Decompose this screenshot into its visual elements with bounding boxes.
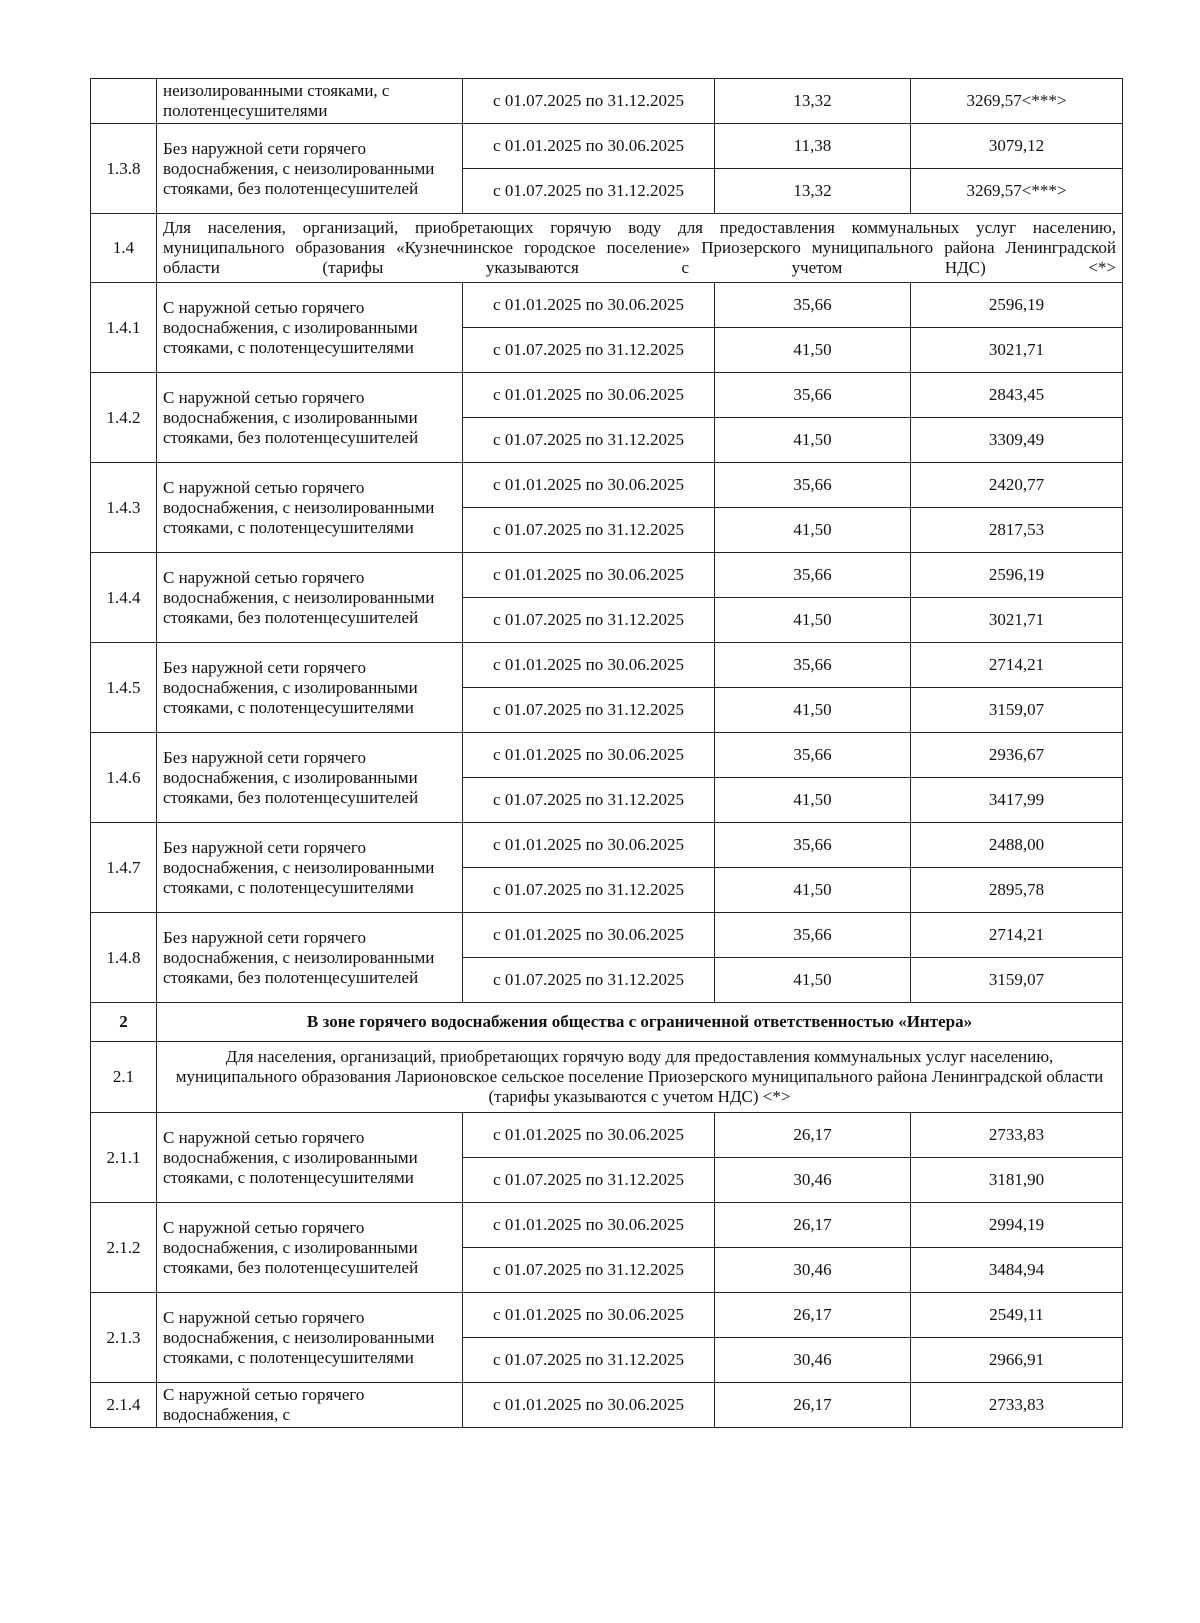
item-description: С наружной сетью горячего водоснабжения, с неизолированными стояками, с полотенцесушителями [157, 463, 463, 553]
rate-cell: 35,66 [715, 553, 911, 598]
period-cell: с 01.07.2025 по 31.12.2025 [463, 418, 715, 463]
period-cell: с 01.07.2025 по 31.12.2025 [463, 688, 715, 733]
table-row [91, 823, 1123, 868]
rate-cell: 41,50 [715, 958, 911, 1003]
item-number: 1.4.4 [91, 553, 157, 643]
item-description: С наружной сетью горячего водоснабжения, с неизолированными стояками, без полотенцесушителей [157, 553, 463, 643]
item-description: Без наружной сети горячего водоснабжения, с изолированными стояками, без полотенцесушителей [157, 733, 463, 823]
period-cell: с 01.01.2025 по 30.06.2025 [463, 1293, 715, 1338]
price-cell: 2895,78 [911, 868, 1123, 913]
rate-cell: 35,66 [715, 463, 911, 508]
rate-cell: 30,46 [715, 1338, 911, 1383]
rate-cell: 11,38 [715, 124, 911, 169]
section-row [91, 214, 1123, 283]
price-cell: 2714,21 [911, 643, 1123, 688]
item-description: Без наружной сети горячего водоснабжения, с неизолированными стояками, без полотенцесушителей [157, 124, 463, 214]
price-cell: 2994,19 [911, 1203, 1123, 1248]
section-number: 2.1 [91, 1042, 157, 1113]
price-cell: 2596,19 [911, 283, 1123, 328]
period-cell: с 01.07.2025 по 31.12.2025 [463, 508, 715, 553]
price-cell: 2936,67 [911, 733, 1123, 778]
section-heading: Для населения, организаций, приобретающих горячую воду для предоставления коммунальных услуг населению, муниципального образования «Кузнечнинское городское поселение» Приозерского муниципального района Ленинградской области (тарифы указываются с учетом НДС) <*> [157, 214, 1123, 283]
item-description: Без наружной сети горячего водоснабжения, с изолированными стояками, с полотенцесушителями [157, 643, 463, 733]
price-cell: 2843,45 [911, 373, 1123, 418]
item-description: Без наружной сети горячего водоснабжения, с неизолированными стояками, без полотенцесушителей [157, 913, 463, 1003]
period-cell: с 01.07.2025 по 31.12.2025 [463, 1338, 715, 1383]
period-cell: с 01.01.2025 по 30.06.2025 [463, 823, 715, 868]
section-number: 2 [91, 1003, 157, 1042]
table-row [91, 1293, 1123, 1338]
item-number: 2.1.4 [91, 1383, 157, 1428]
period-cell: с 01.01.2025 по 30.06.2025 [463, 463, 715, 508]
rate-cell: 41,50 [715, 328, 911, 373]
rate-cell: 35,66 [715, 823, 911, 868]
item-number: 1.4.8 [91, 913, 157, 1003]
item-number: 1.4.6 [91, 733, 157, 823]
period-cell: с 01.01.2025 по 30.06.2025 [463, 124, 715, 169]
item-number [91, 79, 157, 124]
rate-cell: 26,17 [715, 1383, 911, 1428]
rate-cell: 26,17 [715, 1293, 911, 1338]
rate-cell: 13,32 [715, 169, 911, 214]
item-description: С наружной сетью горячего водоснабжения, с изолированными стояками, с полотенцесушителями [157, 283, 463, 373]
rate-cell: 35,66 [715, 373, 911, 418]
period-cell: с 01.07.2025 по 31.12.2025 [463, 868, 715, 913]
price-cell: 2966,91 [911, 1338, 1123, 1383]
price-cell: 2714,21 [911, 913, 1123, 958]
price-cell: 3309,49 [911, 418, 1123, 463]
item-number: 1.3.8 [91, 124, 157, 214]
period-cell: с 01.01.2025 по 30.06.2025 [463, 553, 715, 598]
table-row [91, 733, 1123, 778]
item-description: Без наружной сети горячего водоснабжения, с неизолированными стояками, с полотенцесушителями [157, 823, 463, 913]
rate-cell: 35,66 [715, 643, 911, 688]
price-cell: 2733,83 [911, 1113, 1123, 1158]
rate-cell: 26,17 [715, 1203, 911, 1248]
rate-cell: 41,50 [715, 508, 911, 553]
item-description: С наружной сетью горячего водоснабжения, с изолированными стояками, с полотенцесушителями [157, 1113, 463, 1203]
tariff-document [90, 78, 1122, 1428]
period-cell: с 01.01.2025 по 30.06.2025 [463, 283, 715, 328]
section-heading: Для населения, организаций, приобретающих горячую воду для предоставления коммунальных услуг населению, муниципального образования Ларионовское сельское поселение Приозерского муниципального района Ленинградской области (тарифы указываются с учетом НДС) <*> [157, 1042, 1123, 1113]
item-number: 1.4.5 [91, 643, 157, 733]
item-number: 1.4.3 [91, 463, 157, 553]
price-cell: 2733,83 [911, 1383, 1123, 1428]
price-cell: 2420,77 [911, 463, 1123, 508]
period-cell: с 01.07.2025 по 31.12.2025 [463, 598, 715, 643]
item-number: 2.1.1 [91, 1113, 157, 1203]
price-cell: 3181,90 [911, 1158, 1123, 1203]
price-cell: 3159,07 [911, 688, 1123, 733]
period-cell: с 01.07.2025 по 31.12.2025 [463, 169, 715, 214]
period-cell: с 01.01.2025 по 30.06.2025 [463, 373, 715, 418]
price-cell: 2596,19 [911, 553, 1123, 598]
period-cell: с 01.07.2025 по 31.12.2025 [463, 958, 715, 1003]
period-cell: с 01.01.2025 по 30.06.2025 [463, 643, 715, 688]
price-cell: 3021,71 [911, 598, 1123, 643]
rate-cell: 35,66 [715, 733, 911, 778]
period-cell: с 01.01.2025 по 30.06.2025 [463, 1203, 715, 1248]
period-cell: с 01.01.2025 по 30.06.2025 [463, 913, 715, 958]
table-row [91, 1113, 1123, 1158]
item-number: 1.4.2 [91, 373, 157, 463]
tariff-table [90, 78, 1123, 1428]
price-cell: 3269,57<***> [911, 169, 1123, 214]
period-cell: с 01.01.2025 по 30.06.2025 [463, 733, 715, 778]
table-row [91, 913, 1123, 958]
period-cell: с 01.07.2025 по 31.12.2025 [463, 328, 715, 373]
price-cell: 3417,99 [911, 778, 1123, 823]
period-cell: с 01.07.2025 по 31.12.2025 [463, 778, 715, 823]
rate-cell: 41,50 [715, 688, 911, 733]
period-cell: с 01.07.2025 по 31.12.2025 [463, 1158, 715, 1203]
table-row [91, 283, 1123, 328]
rate-cell: 41,50 [715, 598, 911, 643]
table-row [91, 373, 1123, 418]
price-cell: 2549,11 [911, 1293, 1123, 1338]
period-cell: с 01.07.2025 по 31.12.2025 [463, 1248, 715, 1293]
period-cell: с 01.07.2025 по 31.12.2025 [463, 79, 715, 124]
rate-cell: 41,50 [715, 418, 911, 463]
item-number: 2.1.3 [91, 1293, 157, 1383]
table-row [91, 553, 1123, 598]
table-row [91, 1383, 1123, 1428]
table-row [91, 124, 1123, 169]
section-row [91, 1003, 1123, 1042]
price-cell: 3484,94 [911, 1248, 1123, 1293]
item-description: С наружной сетью горячего водоснабжения, с [157, 1383, 463, 1428]
section-number: 1.4 [91, 214, 157, 283]
item-description: С наружной сетью горячего водоснабжения, с изолированными стояками, без полотенцесушителей [157, 373, 463, 463]
item-description: С наружной сетью горячего водоснабжения, с неизолированными стояками, с полотенцесушителями [157, 1293, 463, 1383]
rate-cell: 35,66 [715, 283, 911, 328]
rate-cell: 30,46 [715, 1158, 911, 1203]
item-number: 2.1.2 [91, 1203, 157, 1293]
item-description: С наружной сетью горячего водоснабжения, с изолированными стояками, без полотенцесушителей [157, 1203, 463, 1293]
item-number: 1.4.7 [91, 823, 157, 913]
period-cell: с 01.01.2025 по 30.06.2025 [463, 1113, 715, 1158]
price-cell: 3079,12 [911, 124, 1123, 169]
table-row [91, 1203, 1123, 1248]
item-number: 1.4.1 [91, 283, 157, 373]
price-cell: 3159,07 [911, 958, 1123, 1003]
price-cell: 3269,57<***> [911, 79, 1123, 124]
rate-cell: 41,50 [715, 778, 911, 823]
section-heading: В зоне горячего водоснабжения общества с ограниченной ответственностью «Интера» [157, 1003, 1123, 1042]
rate-cell: 13,32 [715, 79, 911, 124]
period-cell: с 01.01.2025 по 30.06.2025 [463, 1383, 715, 1428]
item-description: неизолированными стояками, с полотенцесушителями [157, 79, 463, 124]
section-row [91, 1042, 1123, 1113]
rate-cell: 30,46 [715, 1248, 911, 1293]
table-row [91, 79, 1123, 124]
table-row [91, 463, 1123, 508]
rate-cell: 35,66 [715, 913, 911, 958]
rate-cell: 26,17 [715, 1113, 911, 1158]
price-cell: 2817,53 [911, 508, 1123, 553]
table-row [91, 643, 1123, 688]
price-cell: 3021,71 [911, 328, 1123, 373]
rate-cell: 41,50 [715, 868, 911, 913]
price-cell: 2488,00 [911, 823, 1123, 868]
